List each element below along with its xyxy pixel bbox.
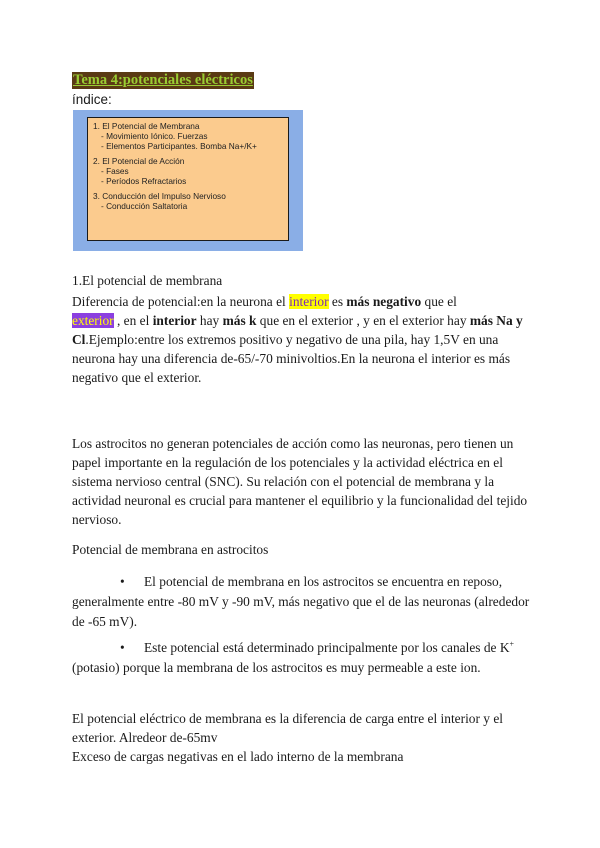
- final-paragraph-1: El potencial eléctrico de membrana es la diferencia de carga entre el interior y el exterior. Alredeor de-65mv: [72, 711, 504, 745]
- bullet-item-2: [72, 638, 532, 678]
- bullet-text: El potencial de membrana en los astrocitos se encuentra en reposo, generalmente entre -80 mV y -90 mV, más negativo que el de las neuronas (alrededor de -65 mV).: [72, 574, 530, 629]
- astrocytes-intro: Los astrocitos no generan potenciales de acción como las neuronas, pero tienen un papel importante en la regulación de los potenciales y la actividad eléctrica en el sistema nervioso central (SNC). Su relación con el potencial de membrana y la actividad neuronal es crucial para mantener el equilibrio y la funcionalidad del tejido nervioso.: [72, 436, 528, 527]
- superscript-plus: +: [509, 639, 515, 649]
- text-run: (potasio) porque la membrana de los astrocitos es muy permeable a este ion.: [72, 660, 481, 675]
- document-title: Tema 4:potenciales eléctricos: [73, 72, 253, 88]
- highlight-exterior: exterior: [72, 313, 114, 328]
- index-label: índice:: [72, 92, 112, 107]
- text-run: .Ejemplo:entre los extremos positivo y negativo de una pila, hay 1,5V en una neurona hay una diferencia de-65/-70 minivoltios.En la neurona el interior es más negativo que el exterior.: [72, 332, 511, 385]
- bullet-item-1: [72, 572, 532, 632]
- toc-section-3: [93, 191, 288, 211]
- toc-subitem: - Elementos Participantes. Bomba Na+/K+: [101, 141, 257, 151]
- astrocytes-heading: Potencial de membrana en astrocitos: [72, 542, 269, 557]
- bold-mas-negativo: más negativo: [346, 294, 422, 309]
- text-run: Diferencia de potencial:en la neurona el: [72, 294, 290, 309]
- text-run: Este potencial está determinado principalmente por los canales de K: [144, 640, 510, 655]
- toc-subitem: - Períodos Refractarios: [101, 176, 187, 186]
- toc-heading: 3. Conducción del Impulso Nervioso: [93, 191, 226, 201]
- table-of-contents-image: [73, 110, 303, 251]
- highlight-interior: interior: [289, 294, 329, 309]
- text-run: , en el: [113, 313, 153, 328]
- bullet-icon: •: [120, 574, 125, 589]
- bullet-text: [72, 638, 532, 678]
- toc-heading: 2. El Potencial de Acción: [93, 156, 185, 166]
- text-run: que el: [421, 294, 457, 309]
- text-run: que en el exterior , y en el exterior hay: [256, 313, 470, 328]
- section-paragraph: [72, 292, 532, 387]
- toc-subitem: - Movimiento Iónico. Fuerzas: [101, 131, 208, 141]
- bold-mas-na-cl: más Na y Cl: [72, 313, 523, 347]
- toc-subitem: - Fases: [101, 166, 129, 176]
- bold-mas-k: más k: [222, 313, 257, 328]
- bullet-icon: •: [120, 640, 125, 655]
- toc-box: [87, 117, 289, 241]
- toc-section-2: [93, 156, 288, 186]
- bold-interior: interior: [152, 313, 197, 328]
- section-heading: 1.El potencial de membrana: [72, 273, 223, 288]
- toc-heading: 1. El Potencial de Membrana: [93, 121, 200, 131]
- final-paragraph-2: Exceso de cargas negativas en el lado interno de la membrana: [72, 749, 404, 764]
- text-run: es: [328, 294, 347, 309]
- text-run: hay: [196, 313, 223, 328]
- toc-subitem: - Conducción Saltatoria: [101, 201, 188, 211]
- toc-section-1: [93, 121, 288, 151]
